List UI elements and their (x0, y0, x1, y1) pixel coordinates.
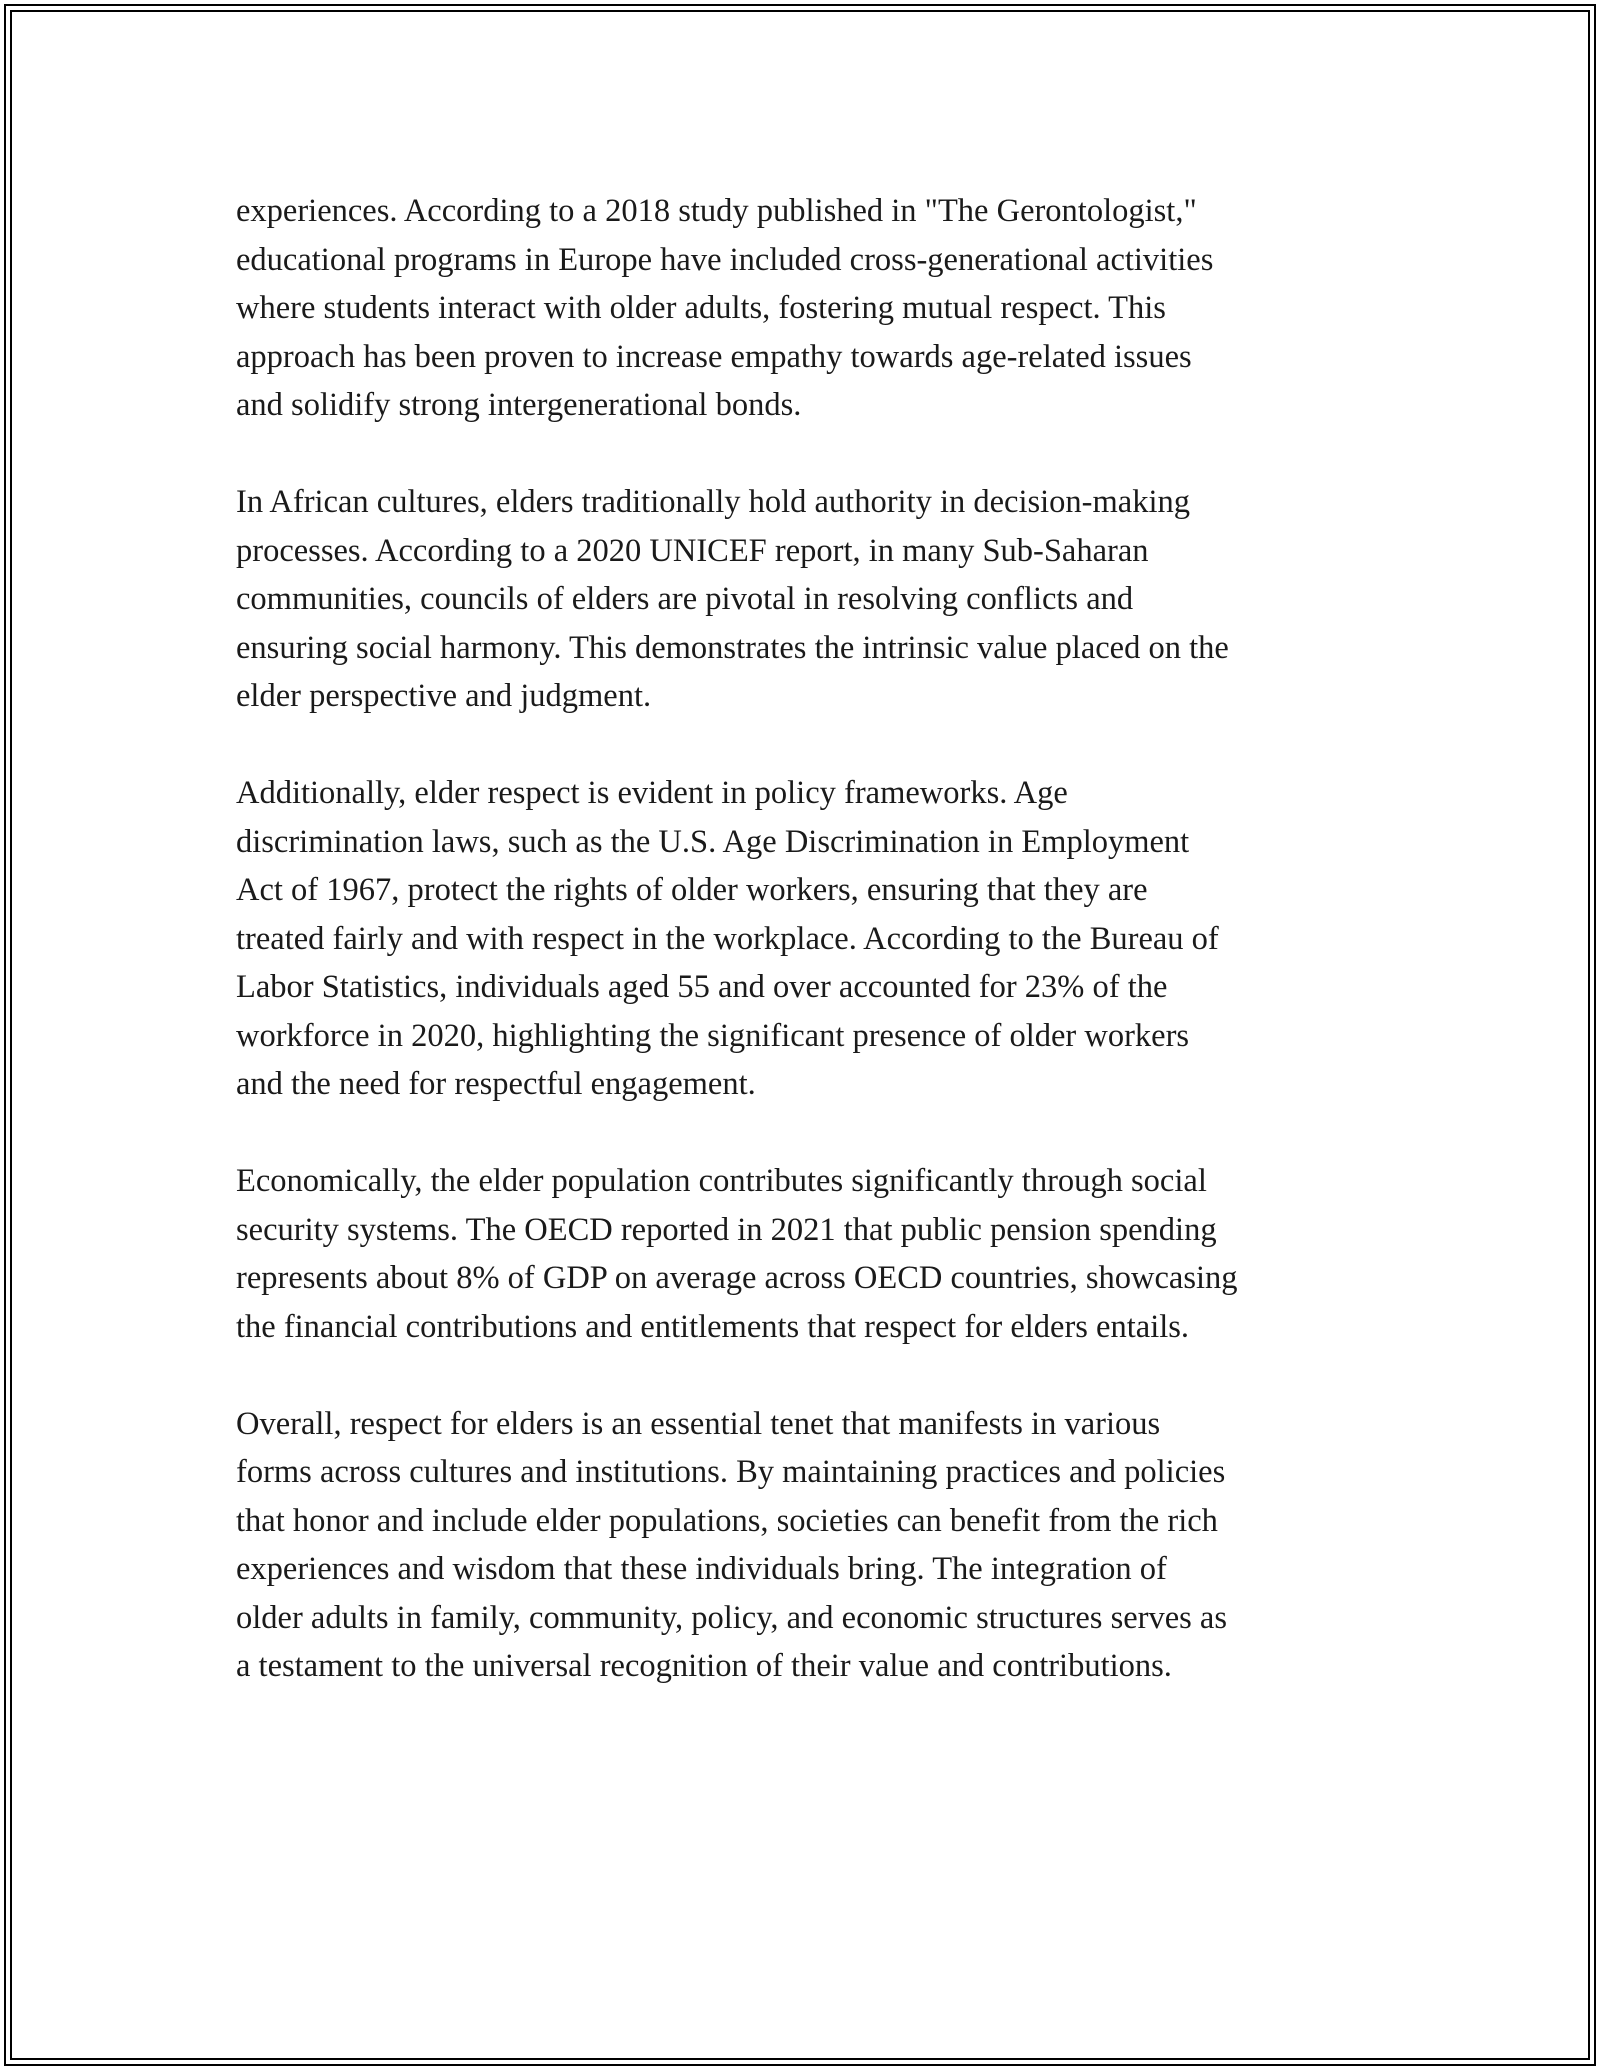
text-line: approach has been proven to increase empathy towards age-related issues (236, 338, 1192, 375)
text-line: communities, councils of elders are pivotal in resolving conflicts and (236, 581, 1134, 617)
text-line: processes. According to a 2020 UNICEF report, in many Sub-Saharan (236, 532, 1149, 569)
paragraph-5 (236, 1400, 1376, 1691)
text-line: older adults in family, community, policy, and economic structures serves as (236, 1599, 1227, 1636)
paragraph-3 (236, 769, 1376, 1109)
text-line: and the need for respectful engagement. (236, 1066, 756, 1102)
paragraph-2 (236, 478, 1376, 721)
text-line: Act of 1967, protect the rights of older workers, ensuring that they are (236, 872, 1148, 908)
text-line: the financial contributions and entitlements that respect for elders entails. (236, 1308, 1190, 1345)
text-line: a testament to the universal recognition of their value and contributions. (236, 1648, 1172, 1684)
text-line: educational programs in Europe have included cross-generational activities (236, 241, 1214, 278)
text-line: treated fairly and with respect in the workplace. According to the Bureau of (236, 920, 1219, 957)
text-line: where students interact with older adults, fostering mutual respect. This (236, 290, 1166, 326)
text-line: workforce in 2020, highlighting the significant presence of older workers (236, 1017, 1190, 1054)
text-line: ensuring social harmony. This demonstrates the intrinsic value placed on the (236, 629, 1229, 666)
document-body (236, 187, 1376, 1739)
text-line: forms across cultures and institutions. By maintaining practices and policies (236, 1454, 1226, 1490)
text-line: that honor and include elder populations, societies can benefit from the rich (236, 1502, 1218, 1539)
text-line: Economically, the elder population contributes significantly through social (236, 1163, 1207, 1199)
text-line: Labor Statistics, individuals aged 55 and over accounted for 23% of the (236, 969, 1168, 1005)
text-line: Overall, respect for elders is an essential tenet that manifests in various (236, 1405, 1161, 1442)
text-line: elder perspective and judgment. (236, 678, 652, 714)
paragraph-4 (236, 1157, 1376, 1351)
text-line: and solidify strong intergenerational bonds. (236, 387, 802, 423)
text-line: Additionally, elder respect is evident in policy frameworks. Age (236, 775, 1068, 811)
text-line: security systems. The OECD reported in 2021 that public pension spending (236, 1211, 1217, 1248)
text-line: In African cultures, elders traditionally hold authority in decision-making (236, 484, 1190, 520)
text-line: discrimination laws, such as the U.S. Age Discrimination in Employment (236, 823, 1190, 860)
text-line: experiences. According to a 2018 study published in "The Gerontologist," (236, 193, 1197, 229)
paragraph-1 (236, 187, 1376, 430)
text-line: represents about 8% of GDP on average across OECD countries, showcasing (236, 1260, 1238, 1296)
text-line: experiences and wisdom that these individuals bring. The integration of (236, 1551, 1167, 1587)
